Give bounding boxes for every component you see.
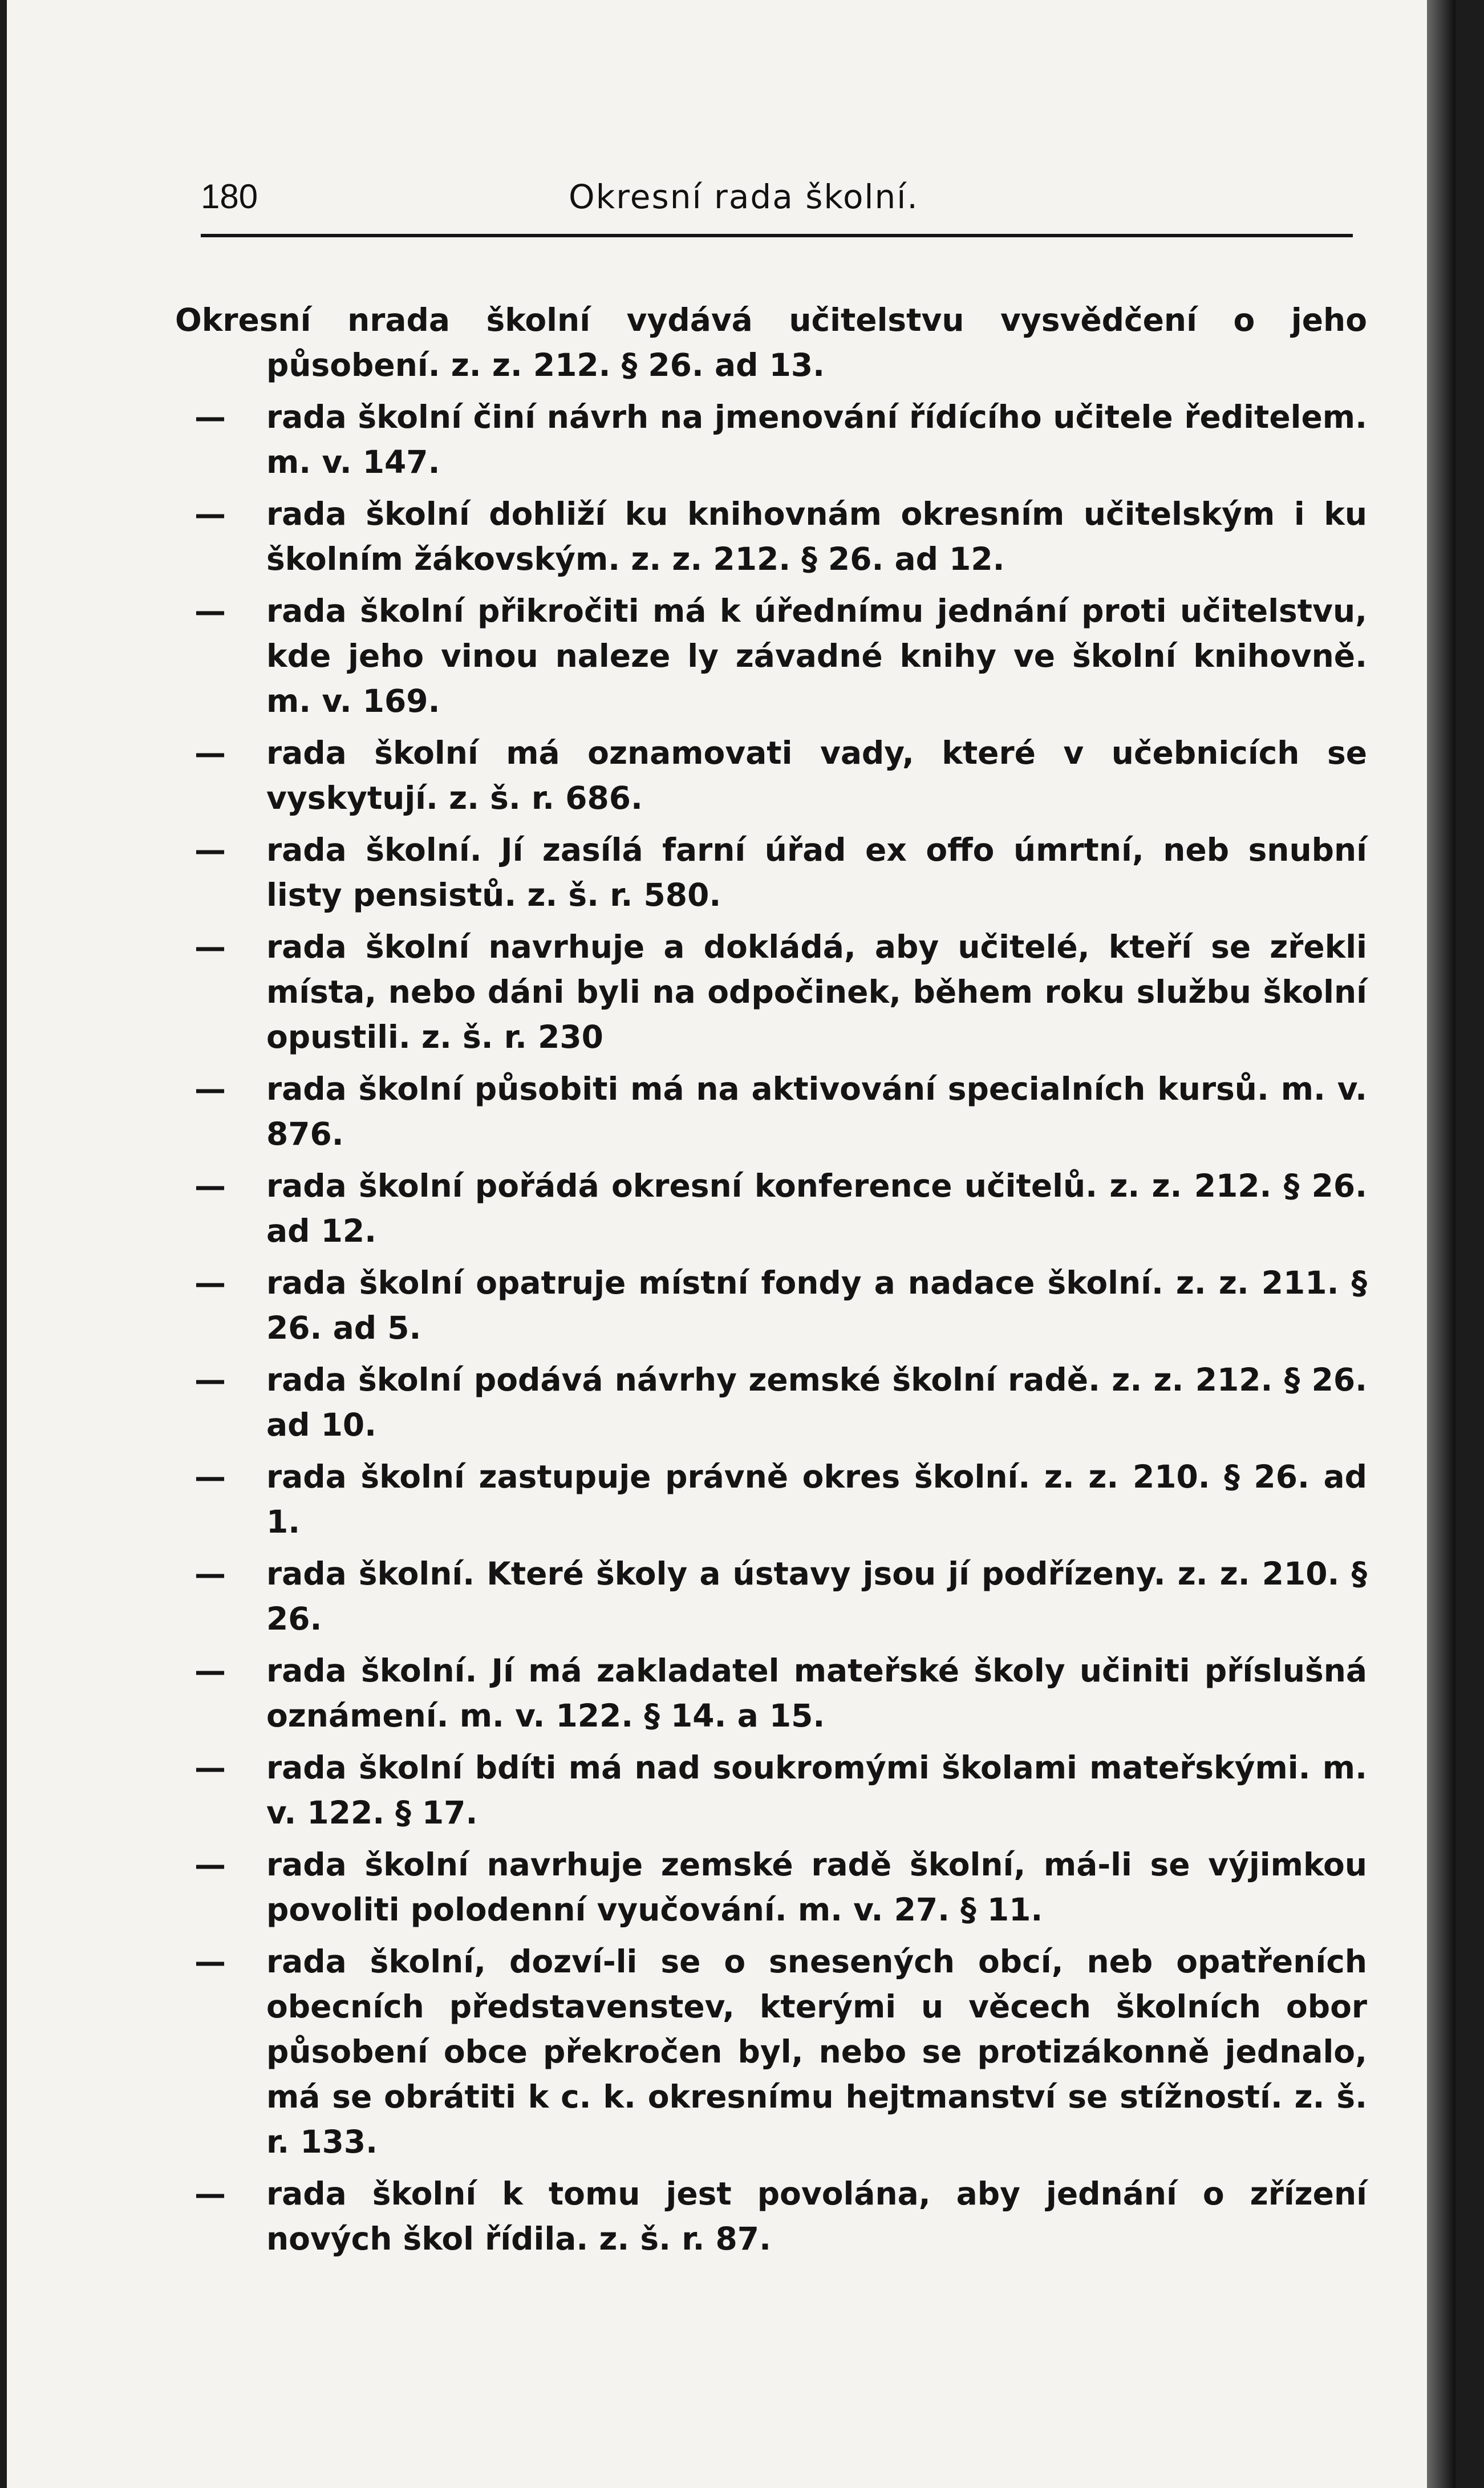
entry-text: rada školní podává návrhy zemské školní radě. z. z. 212. § 26. ad 10. [266,1361,1367,1443]
entry-text: rada školní. Jí zasílá farní úřad ex offo úmrtní, neb snubní listy pensistů. z. š. r. 580. [266,832,1367,913]
entry-text: rada školní má oznamovati vady, které v učebnicích se vyskytují. z. š. r. 686. [266,735,1367,816]
entry-dash: — [194,735,226,771]
page-header [201,174,1353,220]
entry-text: rada školní působiti má na aktivování specialních kursů. m. v. 876. [266,1071,1367,1152]
entry-text: rada školní činí návrh na jmenování řídícího učitele ředitelem. m. v. 147. [266,399,1367,480]
index-entry [175,492,1367,582]
entry-text: rada školní navrhuje a dokládá, aby učitelé, kteří se zřekli místa, nebo dáni byli na odpočinek, během roku službu školní opustili. z. š. r. 230 [266,929,1367,1055]
index-entry [175,589,1367,724]
entry-dash: — [194,1361,226,1398]
index-entry [175,1551,1367,1642]
entry-dash: — [194,399,226,435]
index-entry [175,1261,1367,1351]
index-entry [175,2171,1367,2262]
entry-dash: — [194,1071,226,1107]
entry-dash: — [194,832,226,868]
entry-text: Okresní nrada školní vydává učitelstvu vysvědčení o jeho působení. z. z. 212. § 26. ad 13. [175,302,1367,383]
index-entry [175,298,1367,388]
index-entry [175,1164,1367,1254]
header-rule [201,234,1353,237]
entry-dash: — [194,1943,226,1980]
entry-text: rada školní dohliží ku knihovnám okresním učitelským i ku školním žákovským. z. z. 212. § 26. ad 12. [266,496,1367,577]
index-entry [175,925,1367,1060]
entry-text: rada školní bdíti má nad soukromými školami mateřskými. m. v. 122. § 17. [266,1749,1367,1831]
page-edge-shadow [1427,0,1455,2488]
book-page [7,0,1455,2488]
entry-dash: — [194,1458,226,1495]
index-entry [175,828,1367,918]
entry-text: rada školní k tomu jest povolána, aby jednání o zřízení nových škol řídila. z. š. r. 87. [266,2175,1367,2257]
page-number: 180 [201,177,258,216]
entry-text: rada školní přikročiti má k úřednímu jednání proti učitelstvu, kde jeho vinou naleze ly závadné knihy ve školní knihovně. m. v. 169. [266,593,1367,719]
index-entry [175,395,1367,485]
index-entry [175,1067,1367,1157]
entry-dash: — [194,1846,226,1883]
index-entries [175,298,1367,2268]
entry-text: rada školní. Jí má zakladatel mateřské školy učiniti příslušná oznámení. m. v. 122. § 14. a 15. [266,1652,1367,1734]
entry-dash: — [194,1749,226,1786]
entry-text: rada školní. Které školy a ústavy jsou jí podřízeny. z. z. 210. § 26. [266,1555,1367,1637]
entry-dash: — [194,2175,226,2212]
index-entry [175,731,1367,821]
entry-text: rada školní opatruje místní fondy a nadace školní. z. z. 211. § 26. ad 5. [266,1265,1367,1346]
entry-dash: — [194,1168,226,1204]
running-title: Okresní rada školní. [569,177,919,216]
entry-dash: — [194,1265,226,1301]
entry-text: rada školní zastupuje právně okres školní. z. z. 210. § 26. ad 1. [266,1458,1367,1540]
index-entry [175,1648,1367,1739]
entry-text: rada školní pořádá okresní konference učitelů. z. z. 212. § 26. ad 12. [266,1168,1367,1249]
index-entry [175,1745,1367,1835]
entry-dash: — [194,496,226,532]
entry-dash: — [194,1555,226,1592]
entry-text: rada školní, dozví-li se o snesených obcí, neb opatřeních obecních představenstev, kterými u věcech školních obor působení obce překročen byl, nebo se protizákonně jednalo, má se obrátiti k c. k. okresnímu hejtmanství se stížností. z. š. r. 133. [266,1943,1367,2160]
entry-dash: — [194,929,226,965]
index-entry [175,1454,1367,1545]
index-entry [175,1939,1367,2165]
index-entry [175,1358,1367,1448]
entry-text: rada školní navrhuje zemské radě školní, má-li se výjimkou povoliti polodenní vyučování. m. v. 27. § 11. [266,1846,1367,1928]
index-entry [175,1842,1367,1932]
entry-dash: — [194,593,226,629]
entry-dash: — [194,1652,226,1689]
